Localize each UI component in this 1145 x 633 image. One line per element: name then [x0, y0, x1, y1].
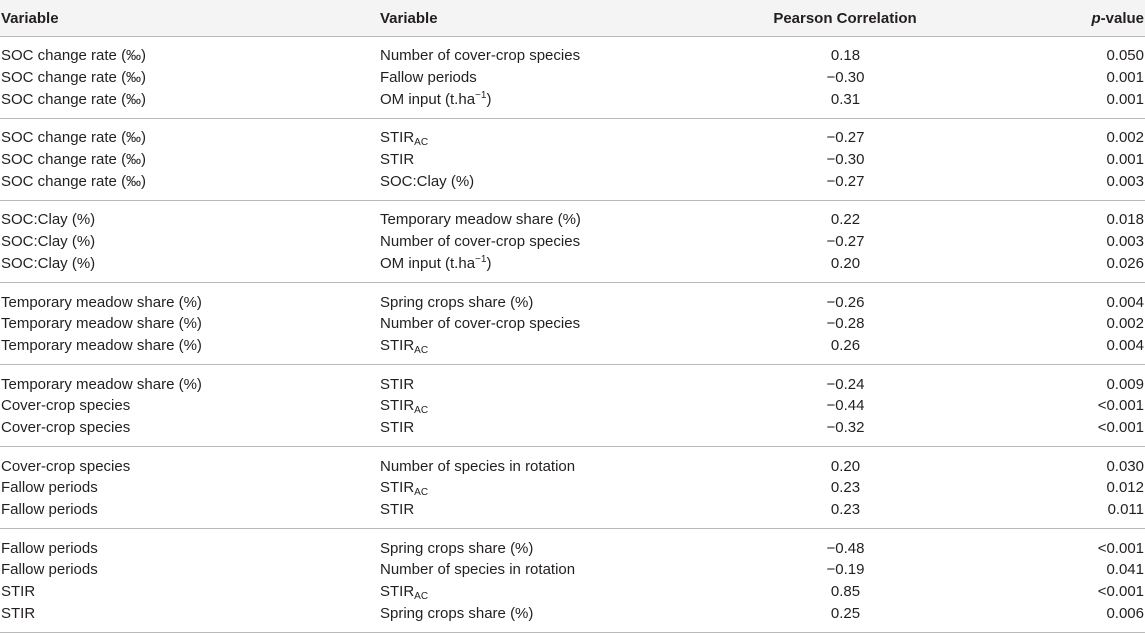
table-header — [0, 0, 1145, 37]
cell-p-value: 0.018 — [1106, 211, 1144, 229]
variable-2-tail: ) — [486, 90, 492, 108]
table-row — [0, 283, 1145, 313]
header-pearson-correlation: Pearson Correlation — [710, 0, 980, 37]
cell-p-value: 0.003 — [1106, 233, 1144, 251]
cell-variable-2 — [380, 88, 710, 118]
cell-variable-1: SOC:Clay (%) — [1, 254, 96, 272]
cell-p-value: <0.001 — [1097, 418, 1144, 436]
cell-pearson-correlation: −0.32 — [826, 418, 865, 436]
cell-variable-1: SOC change rate (‰) — [1, 90, 147, 108]
table-row — [0, 313, 1145, 335]
header-row — [0, 0, 1145, 37]
row-group — [0, 37, 1145, 119]
cell-variable-2 — [380, 447, 710, 477]
cell-pearson-correlation: −0.44 — [826, 397, 865, 415]
cell-p-value: 0.026 — [1106, 254, 1144, 272]
cell-p-value: <0.001 — [1097, 583, 1144, 601]
variable-2-subscript: AC — [414, 405, 429, 417]
variable-2-text: Number of cover-crop species — [380, 47, 581, 65]
header-p-italic: p — [1091, 9, 1101, 27]
table-row — [0, 559, 1145, 581]
variable-2-text: Number of cover-crop species — [380, 233, 581, 251]
header-variable-1: Variable — [0, 0, 380, 37]
cell-variable-2 — [380, 581, 710, 603]
cell-pearson-correlation: 0.25 — [830, 604, 861, 622]
table-row — [0, 581, 1145, 603]
cell-variable-1: SOC change rate (‰) — [1, 47, 147, 65]
row-group — [0, 529, 1145, 633]
header-p-suffix: -value — [1100, 9, 1144, 27]
cell-p-value: 0.011 — [1107, 501, 1144, 519]
cell-variable-2 — [380, 602, 710, 632]
cell-variable-1: Temporary meadow share (%) — [1, 336, 202, 354]
cell-variable-1: Temporary meadow share (%) — [1, 315, 202, 333]
table-row — [0, 447, 1145, 477]
variable-2-text: STIR — [380, 375, 415, 393]
cell-variable-1: Cover-crop species — [1, 418, 131, 436]
table-row — [0, 395, 1145, 417]
variable-2-text: Spring crops share (%) — [380, 293, 534, 311]
row-group — [0, 119, 1145, 201]
cell-variable-2 — [380, 201, 710, 231]
cell-variable-2 — [380, 149, 710, 171]
table-row — [0, 499, 1145, 529]
cell-pearson-correlation: 0.85 — [830, 583, 861, 601]
cell-variable-2 — [380, 313, 710, 335]
cell-p-value: 0.012 — [1106, 479, 1144, 497]
header-p-value — [980, 0, 1145, 37]
header-variable-2: Variable — [380, 0, 710, 37]
cell-p-value: <0.001 — [1097, 539, 1144, 557]
cell-variable-1: STIR — [1, 583, 36, 601]
cell-variable-1: SOC:Clay (%) — [1, 233, 96, 251]
table-row — [0, 67, 1145, 89]
cell-variable-2 — [380, 67, 710, 89]
row-group — [0, 283, 1145, 365]
cell-pearson-correlation: 0.20 — [830, 254, 861, 272]
table-row — [0, 149, 1145, 171]
variable-2-text: Number of species in rotation — [380, 561, 576, 579]
cell-p-value: 0.003 — [1106, 172, 1144, 190]
table-row — [0, 231, 1145, 253]
variable-2-subscript: AC — [414, 487, 429, 499]
cell-pearson-correlation: −0.28 — [826, 315, 865, 333]
cell-pearson-correlation: −0.26 — [826, 293, 865, 311]
cell-variable-2 — [380, 231, 710, 253]
cell-variable-1: Fallow periods — [1, 561, 98, 579]
table-row — [0, 417, 1145, 447]
cell-pearson-correlation: 0.20 — [830, 457, 861, 475]
table-row — [0, 602, 1145, 632]
cell-variable-2 — [380, 529, 710, 559]
table-row — [0, 119, 1145, 149]
variable-2-text: STIR — [380, 501, 415, 519]
cell-pearson-correlation: −0.27 — [826, 129, 865, 147]
cell-pearson-correlation: 0.23 — [830, 479, 861, 497]
cell-variable-1: Cover-crop species — [1, 457, 131, 475]
cell-pearson-correlation: −0.27 — [826, 172, 865, 190]
variable-2-text: Temporary meadow share (%) — [380, 211, 581, 229]
cell-pearson-correlation: 0.18 — [830, 47, 861, 65]
row-group — [0, 201, 1145, 283]
cell-variable-2 — [380, 365, 710, 395]
table-row — [0, 201, 1145, 231]
cell-p-value: 0.004 — [1106, 293, 1144, 311]
cell-p-value: 0.050 — [1106, 47, 1144, 65]
cell-p-value: 0.041 — [1106, 561, 1144, 579]
variable-2-subscript: AC — [414, 137, 429, 149]
cell-p-value: 0.030 — [1106, 457, 1144, 475]
cell-p-value: 0.001 — [1106, 69, 1144, 87]
table-row — [0, 253, 1145, 283]
cell-pearson-correlation: −0.27 — [826, 233, 865, 251]
variable-2-text: STIR — [380, 336, 415, 354]
variable-2-text: Number of species in rotation — [380, 457, 576, 475]
table-row — [0, 37, 1145, 67]
cell-pearson-correlation: 0.31 — [830, 90, 861, 108]
cell-pearson-correlation: −0.48 — [826, 539, 865, 557]
cell-variable-1: Temporary meadow share (%) — [1, 293, 202, 311]
cell-variable-1: Fallow periods — [1, 479, 98, 497]
variable-2-text: STIR — [380, 583, 415, 601]
cell-variable-2 — [380, 559, 710, 581]
variable-2-text: STIR — [380, 151, 415, 169]
cell-p-value: 0.001 — [1106, 90, 1144, 108]
variable-2-text: OM input (t.ha — [380, 254, 476, 272]
table-row — [0, 170, 1145, 200]
cell-p-value: 0.009 — [1106, 375, 1144, 393]
variable-2-tail: ) — [486, 254, 492, 272]
variable-2-text: STIR — [380, 397, 415, 415]
table-row — [0, 365, 1145, 395]
cell-variable-2 — [380, 395, 710, 417]
cell-pearson-correlation: 0.22 — [830, 211, 861, 229]
variable-2-superscript: −1 — [475, 253, 487, 265]
variable-2-text: Spring crops share (%) — [380, 539, 534, 557]
cell-variable-1: SOC change rate (‰) — [1, 129, 147, 147]
table-row — [0, 335, 1145, 365]
cell-variable-1: SOC change rate (‰) — [1, 151, 147, 169]
variable-2-subscript: AC — [414, 591, 429, 603]
cell-pearson-correlation: −0.30 — [826, 69, 865, 87]
cell-variable-2 — [380, 335, 710, 365]
variable-2-text: Fallow periods — [380, 69, 477, 87]
cell-p-value: 0.002 — [1106, 129, 1144, 147]
cell-variable-2 — [380, 477, 710, 499]
cell-p-value: 0.002 — [1106, 315, 1144, 333]
row-group — [0, 365, 1145, 447]
variable-2-superscript: −1 — [475, 89, 487, 101]
variable-2-text: Number of cover-crop species — [380, 315, 581, 333]
cell-p-value: 0.001 — [1106, 151, 1144, 169]
cell-variable-1: Fallow periods — [1, 539, 98, 557]
row-group — [0, 447, 1145, 529]
cell-p-value: <0.001 — [1097, 397, 1144, 415]
variable-2-text: OM input (t.ha — [380, 90, 476, 108]
cell-variable-1: Cover-crop species — [1, 397, 131, 415]
cell-variable-2 — [380, 499, 710, 529]
table-row — [0, 88, 1145, 118]
cell-variable-1: Fallow periods — [1, 501, 98, 519]
cell-pearson-correlation: 0.23 — [830, 501, 861, 519]
variable-2-text: STIR — [380, 129, 415, 147]
variable-2-text: Spring crops share (%) — [380, 604, 534, 622]
cell-p-value: 0.006 — [1106, 604, 1144, 622]
variable-2-text: SOC:Clay (%) — [380, 172, 475, 190]
cell-p-value: 0.004 — [1106, 336, 1144, 354]
cell-pearson-correlation: 0.26 — [830, 336, 861, 354]
variable-2-subscript: AC — [414, 344, 429, 356]
cell-variable-2 — [380, 119, 710, 149]
cell-variable-1: SOC:Clay (%) — [1, 211, 96, 229]
cell-pearson-correlation: −0.19 — [826, 561, 865, 579]
cell-pearson-correlation: −0.24 — [826, 375, 865, 393]
variable-2-text: STIR — [380, 418, 415, 436]
cell-variable-2 — [380, 253, 710, 283]
cell-variable-1: SOC change rate (‰) — [1, 69, 147, 87]
cell-variable-2 — [380, 170, 710, 200]
table-row — [0, 477, 1145, 499]
cell-pearson-correlation: −0.30 — [826, 151, 865, 169]
cell-variable-1: Temporary meadow share (%) — [1, 375, 202, 393]
cell-variable-1: STIR — [1, 604, 36, 622]
cell-variable-2 — [380, 283, 710, 313]
cell-variable-2 — [380, 37, 710, 67]
cell-variable-1: SOC change rate (‰) — [1, 172, 147, 190]
cell-variable-2 — [380, 417, 710, 447]
table-row — [0, 529, 1145, 559]
variable-2-text: STIR — [380, 479, 415, 497]
